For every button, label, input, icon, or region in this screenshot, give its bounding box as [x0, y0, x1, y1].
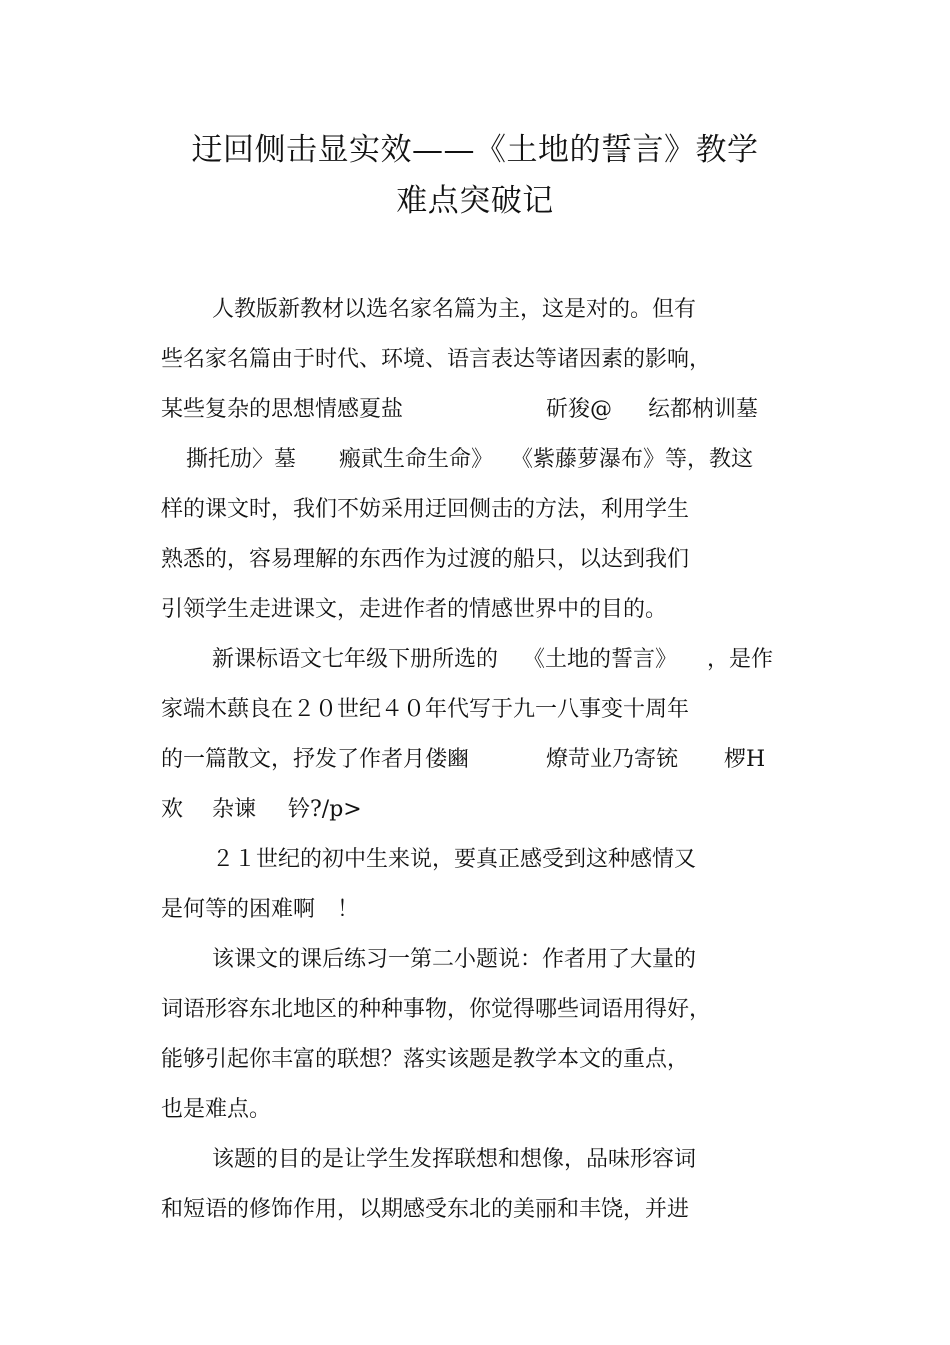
paragraph-fragment: 纭都枘训墓 [648, 397, 759, 422]
paragraph-fragment: 燎苛业乃寄铳 [546, 747, 679, 772]
paragraph-fragment: 新课标语文七年级下册所选的 [212, 647, 499, 672]
paragraph-fragment: 撕托劢〉墓 [186, 447, 297, 472]
paragraph-fragment: 椤H [724, 747, 766, 772]
paragraph-line: ２１世纪的初中生来说，要真正感受到这种感情又 [212, 847, 697, 872]
paragraph-line: 也是难点。 [161, 1097, 272, 1122]
paragraph-line: 人教版新教材以选名家名篇为主，这是对的。但有 [212, 297, 697, 322]
paragraph-fragment: 斫狻@ [546, 397, 613, 422]
paragraph-fragment: 瘢貮生命生命》 [339, 447, 494, 472]
paragraph-line: 是何等的困难啊 ！ [161, 897, 360, 922]
paragraph-fragment: 的一篇散文，抒发了作者月偻豳 [161, 747, 470, 772]
paragraph-line: 些名家名篇由于时代、环境、语言表达等诸因素的影响， [161, 347, 712, 372]
paragraph-fragment: ，是作 [707, 647, 774, 672]
paragraph-line: 该题的目的是让学生发挥联想和想像，品味形容词 [212, 1147, 697, 1172]
paragraph-line: 和短语的修饰作用，以期感受东北的美丽和丰饶，并进 [161, 1197, 690, 1222]
paragraph-fragment: 杂谏 [212, 797, 257, 822]
paragraph-fragment: 《土地的誓言》 [523, 647, 678, 672]
paragraph-fragment: 欢 [161, 797, 184, 822]
paragraph-line: 该课文的课后练习一第二小题说：作者用了大量的 [212, 947, 697, 972]
paragraph-line: 家端木蕻良在２０世纪４０年代写于九一八事变十周年 [161, 697, 690, 722]
document-title-line-1: 迂回侧击显实效——《土地的誓言》教学 [191, 132, 759, 168]
paragraph-line: 词语形容东北地区的种种事物，你觉得哪些词语用得好， [161, 997, 712, 1022]
document-title-line-2: 难点突破记 [396, 183, 554, 219]
paragraph-line: 样的课文时，我们不妨采用迂回侧击的方法，利用学生 [161, 497, 690, 522]
paragraph-fragment: 某些复杂的思想情感夏盐 [161, 397, 404, 422]
paragraph-line: 引领学生走进课文，走进作者的情感世界中的目的。 [161, 597, 668, 622]
paragraph-fragment: 钤?/p> [288, 797, 362, 822]
paragraph-line: 能够引起你丰富的联想？落实该题是教学本文的重点， [161, 1047, 690, 1072]
paragraph-line: 熟悉的，容易理解的东西作为过渡的船只，以达到我们 [161, 547, 690, 572]
paragraph-fragment: 《紫藤萝瀑布》等，教这 [511, 447, 754, 472]
